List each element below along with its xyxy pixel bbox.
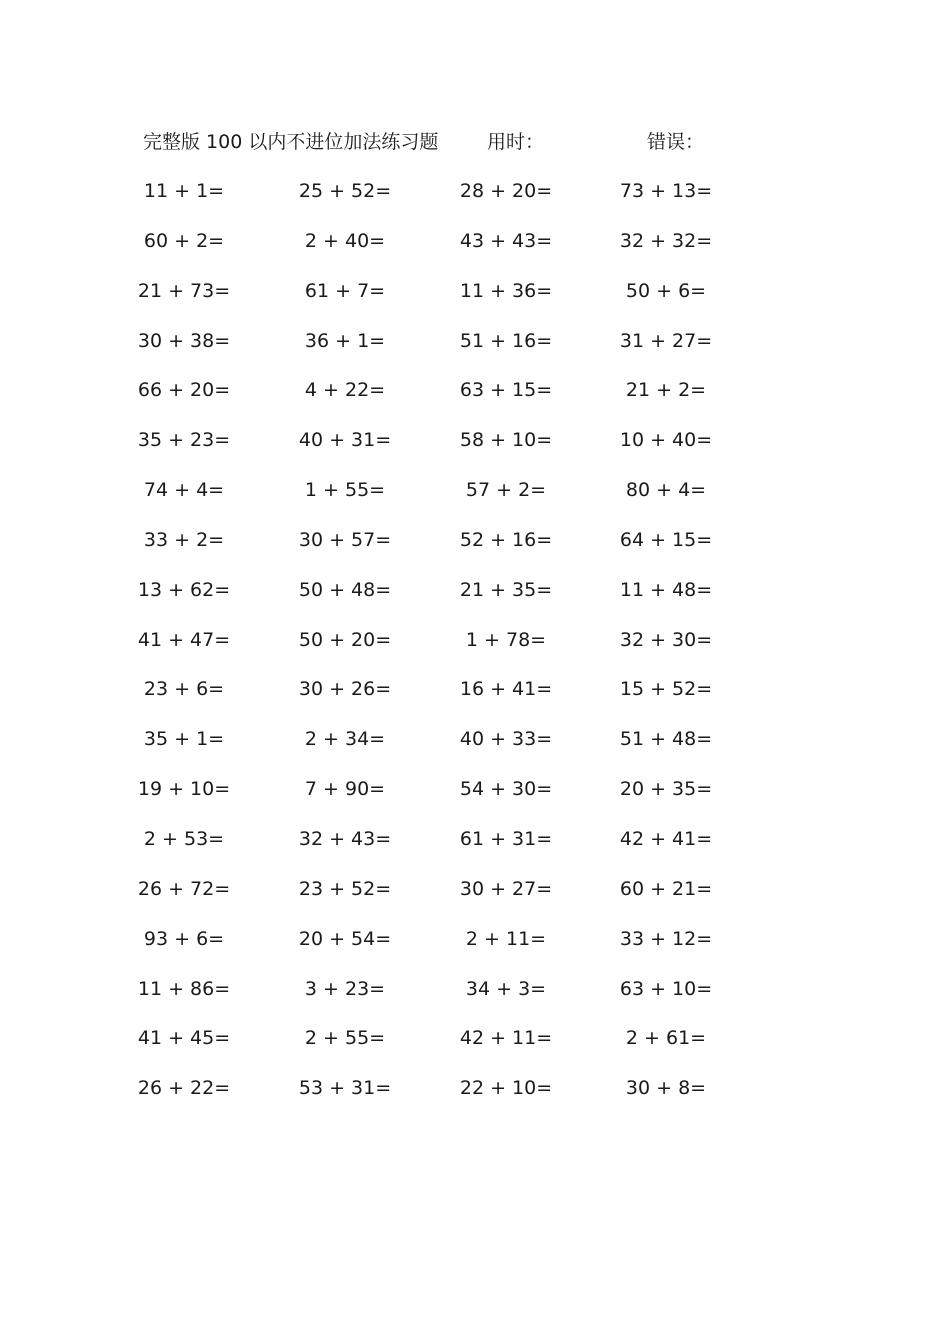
problem-item: 33 + 12= [619,927,713,950]
problem-item: 42 + 41= [619,827,713,850]
problem-item: 42 + 11= [459,1027,553,1050]
problem-item: 11 + 86= [137,977,231,1000]
problem-item: 66 + 20= [137,379,231,402]
problem-row [0,325,950,375]
problem-item: 41 + 45= [137,1027,231,1050]
problem-item: 40 + 33= [459,728,553,751]
problem-item: 30 + 57= [298,528,392,551]
problem-item: 16 + 41= [459,678,553,701]
problem-row [0,773,950,823]
problem-item: 64 + 15= [619,528,713,551]
problem-item: 33 + 2= [143,528,225,551]
problem-item: 11 + 48= [619,578,713,601]
problem-item: 2 + 11= [465,927,547,950]
problem-item: 57 + 2= [465,479,547,502]
problem-item: 32 + 30= [619,628,713,651]
problem-row [0,1072,950,1122]
problem-item: 36 + 1= [304,329,386,352]
problem-row [0,225,950,275]
problem-item: 4 + 22= [304,379,386,402]
problem-item: 58 + 10= [459,429,553,452]
problem-grid [0,175,950,1122]
problem-item: 41 + 47= [137,628,231,651]
time-used-label: 用时： [487,131,545,153]
problem-row [0,524,950,574]
problem-item: 30 + 38= [137,329,231,352]
problem-item: 32 + 43= [298,827,392,850]
problem-item: 30 + 27= [459,877,553,900]
problem-item: 11 + 36= [459,279,553,302]
problem-item: 51 + 48= [619,728,713,751]
problem-item: 28 + 20= [459,180,553,202]
problem-row [0,424,950,474]
problem-item: 54 + 30= [459,778,553,801]
problem-item: 2 + 53= [143,827,225,850]
problem-row [0,873,950,923]
problem-item: 50 + 20= [298,628,392,651]
problem-row [0,923,950,973]
problem-item: 35 + 23= [137,429,231,452]
problem-item: 73 + 13= [619,180,713,202]
problem-item: 23 + 52= [298,877,392,900]
problem-item: 21 + 2= [625,379,707,402]
problem-item: 1 + 55= [304,479,386,502]
problem-item: 13 + 62= [137,578,231,601]
problem-item: 43 + 43= [459,229,553,252]
problem-item: 50 + 6= [625,279,707,302]
problem-item: 10 + 40= [619,429,713,452]
problem-row [0,275,950,325]
problem-item: 52 + 16= [459,528,553,551]
problem-item: 20 + 54= [298,927,392,950]
problem-row [0,823,950,873]
problem-item: 20 + 35= [619,778,713,801]
problem-item: 61 + 7= [304,279,386,302]
problem-item: 2 + 61= [625,1027,707,1050]
problem-item: 80 + 4= [625,479,707,502]
problem-item: 3 + 23= [304,977,386,1000]
problem-item: 23 + 6= [143,678,225,701]
worksheet-title: 完整版 100 以内不进位加法练习题 [143,131,439,153]
problem-item: 63 + 15= [459,379,553,402]
errors-label: 错误： [647,131,705,153]
problem-item: 31 + 27= [619,329,713,352]
problem-item: 2 + 34= [304,728,386,751]
problem-row [0,175,950,225]
problem-row [0,374,950,424]
problem-item: 93 + 6= [143,927,225,950]
problem-item: 25 + 52= [298,180,392,202]
problem-item: 15 + 52= [619,678,713,701]
problem-row [0,574,950,624]
problem-item: 2 + 55= [304,1027,386,1050]
problem-item: 7 + 90= [304,778,386,801]
problem-item: 51 + 16= [459,329,553,352]
problem-item: 60 + 21= [619,877,713,900]
problem-item: 53 + 31= [298,1077,392,1100]
problem-row [0,1022,950,1072]
problem-row [0,973,950,1023]
problem-item: 32 + 32= [619,229,713,252]
problem-item: 11 + 1= [143,180,225,202]
problem-item: 26 + 22= [137,1077,231,1100]
problem-item: 50 + 48= [298,578,392,601]
problem-item: 40 + 31= [298,429,392,452]
problem-item: 22 + 10= [459,1077,553,1100]
problem-row [0,624,950,674]
problem-item: 21 + 35= [459,578,553,601]
problem-item: 35 + 1= [143,728,225,751]
problem-item: 30 + 8= [625,1077,707,1100]
problem-item: 19 + 10= [137,778,231,801]
problem-row [0,474,950,524]
problem-item: 26 + 72= [137,877,231,900]
problem-item: 30 + 26= [298,678,392,701]
problem-row [0,673,950,723]
problem-item: 60 + 2= [143,229,225,252]
problem-item: 1 + 78= [465,628,547,651]
problem-item: 61 + 31= [459,827,553,850]
problem-row [0,723,950,773]
problem-item: 34 + 3= [465,977,547,1000]
problem-item: 63 + 10= [619,977,713,1000]
problem-item: 74 + 4= [143,479,225,502]
problem-item: 2 + 40= [304,229,386,252]
problem-item: 21 + 73= [137,279,231,302]
worksheet-header [0,128,950,156]
